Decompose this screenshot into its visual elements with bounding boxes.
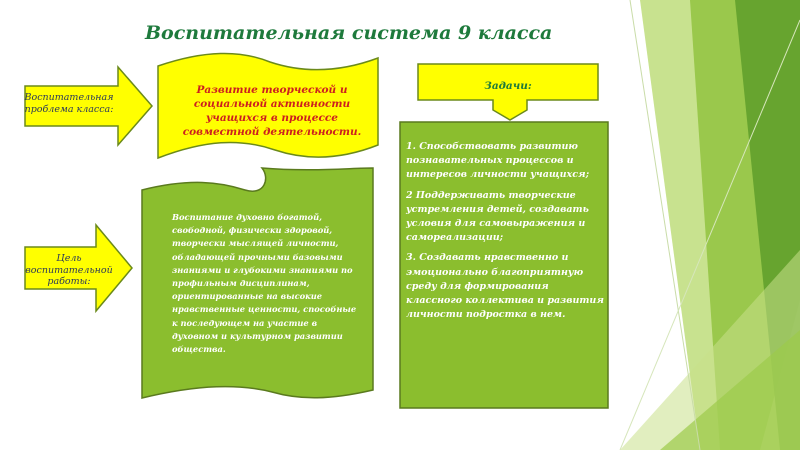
goal-text: Воспитание духовно богатой, свободной, физически здоровой, творчески мыслящей личности, обладающей прочными базовыми знаниями и глубокими знаниями по профильным дисциплинам, ориентированные на высокие нравственные ценности, способные к последующем на участие в духовном и культурном развитии общества. — [172, 212, 357, 355]
problem-label: Воспитательная проблема класса: — [24, 92, 114, 115]
goal-label: Цель воспитательной работы: — [25, 253, 113, 287]
tasks-list — [406, 140, 604, 328]
tasks-label: Задачи: — [484, 80, 532, 92]
problem-text: Развитие творческой и социальной активности учащихся в процессе совместной деятельности. — [182, 84, 362, 138]
task-item-3: 3. Создавать нравственно и эмоционально благоприятную среду для формирования классного коллектива и развития личности подростка в нем. — [406, 252, 604, 321]
task-item-1: 1. Способствовать развитию познавательных процессов и интересов личности учащихся; — [406, 141, 590, 181]
page-title: Воспитательная система 9 класса — [145, 22, 553, 44]
task-item-2: 2 Поддерживать творческие устремления детей, создавать условия для самовыражения и самореализации; — [406, 189, 589, 244]
tasks-arrow — [418, 64, 598, 120]
